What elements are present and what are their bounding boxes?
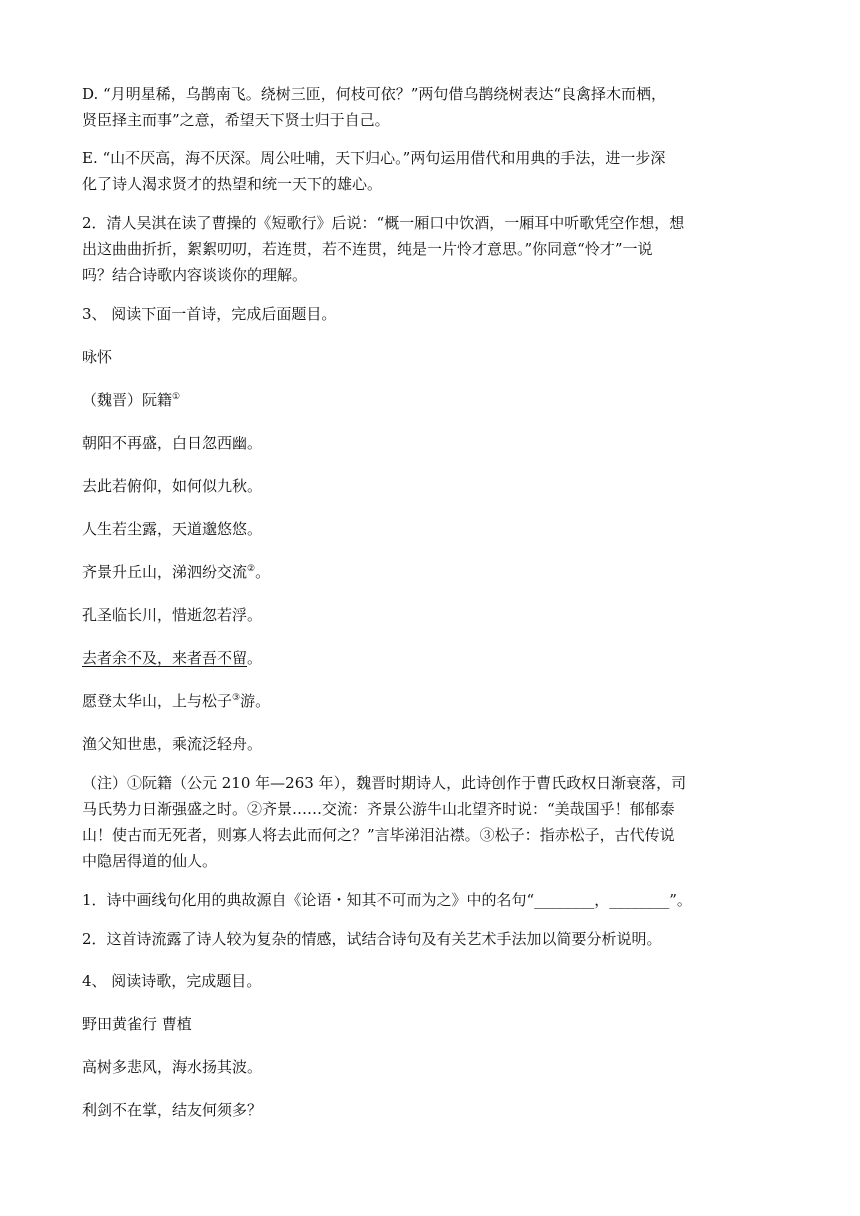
poem-line-1: 朝阳不再盛，白日忽西幽。	[82, 434, 263, 452]
poem-2-line-2: 利剑不在掌，结友何须多？	[82, 1101, 263, 1119]
poem-line-4-text: 齐景升丘山，涕泗纷交流	[82, 563, 248, 581]
poem-2-line-1: 高树多悲风，海水扬其波。	[82, 1058, 263, 1076]
option-e-line-2: 化了诗人渴求贤才的热望和统一天下的雄心。	[82, 175, 383, 193]
section-3-intro: 3、 阅读下面一首诗，完成后面题目。	[82, 305, 337, 323]
section-3-question-2: 2．这首诗流露了诗人较为复杂的情感，试结合诗句及有关艺术手法加以简要分析说明。	[82, 930, 662, 948]
section-3-question-1: 1．诗中画线句化用的典故源自《论语・知其不可而为之》中的名句“________，________”。	[82, 891, 692, 909]
notes-line-4: 中隐居得道的仙人。	[82, 852, 218, 870]
poem-line-7-end: 游。	[240, 692, 271, 710]
footnote-marker: ③	[232, 693, 241, 703]
notes-line-1: （注）①阮籍（公元 210 年—263 年），魏晋时期诗人，此诗创作于曹氏政权日渐衰落，司	[82, 774, 687, 792]
poem-line-4	[82, 560, 270, 584]
author-text: （魏晋）阮籍	[82, 391, 173, 409]
option-d-line-2: 贤臣择主而事”之意，希望天下贤士归于自己。	[82, 111, 390, 129]
poem-line-6-underlined	[82, 646, 262, 670]
poem-line-2: 去此若俯仰，如何似九秋。	[82, 477, 263, 495]
underlined-text: 去者余不及，来者吾不留	[82, 649, 248, 667]
poem-title: 咏怀	[82, 348, 113, 366]
poem-line-3: 人生若尘露，天道邈悠悠。	[82, 520, 263, 538]
footnote-marker: ①	[172, 392, 181, 402]
notes-line-3: 山！使古而无死者，则寡人将去此而何之？”言毕涕泪沾襟。③松子：指赤松子，古代传说	[82, 826, 675, 844]
poem-line-7	[82, 689, 270, 713]
poem-line-7-text: 愿登太华山，上与松子	[82, 692, 233, 710]
poem-line-4-end: 。	[255, 563, 271, 581]
poem-line-6-end: 。	[247, 649, 263, 667]
footnote-marker: ②	[247, 564, 256, 574]
poem-2-title-author: 野田黄雀行 曹植	[82, 1015, 192, 1033]
question-2-line-1: 2．清人吴淇在读了曹操的《短歌行》后说：“概一厢口中饮酒，一厢耳中听歌凭空作想，想	[82, 214, 685, 232]
poem-author	[82, 388, 180, 412]
question-2-line-3: 吗？结合诗歌内容谈谈你的理解。	[82, 266, 308, 284]
option-d-line-1: D. “月明星稀，乌鹊南飞。绕树三匝，何枝可依？”两句借乌鹊绕树表达“良禽择木而栖，	[82, 85, 667, 103]
poem-line-8: 渔父知世患，乘流泛轻舟。	[82, 735, 263, 753]
notes-line-2: 马氏势力日渐强盛之时。②齐景……交流：齐景公游牛山北望齐时说：“美哉国乎！郁郁泰	[82, 800, 675, 818]
poem-line-5: 孔圣临长川，惜逝忽若浮。	[82, 606, 263, 624]
option-e-line-1: E. “山不厌高，海不厌深。周公吐哺，天下归心。”两句运用借代和用典的手法，进一步深	[82, 149, 666, 167]
question-2-line-2: 出这曲曲折折，絮絮叨叨，若连贯，若不连贯，纯是一片怜才意思。”你同意“怜才”一说	[82, 240, 653, 258]
section-4-intro: 4、 阅读诗歌，完成题目。	[82, 972, 262, 990]
